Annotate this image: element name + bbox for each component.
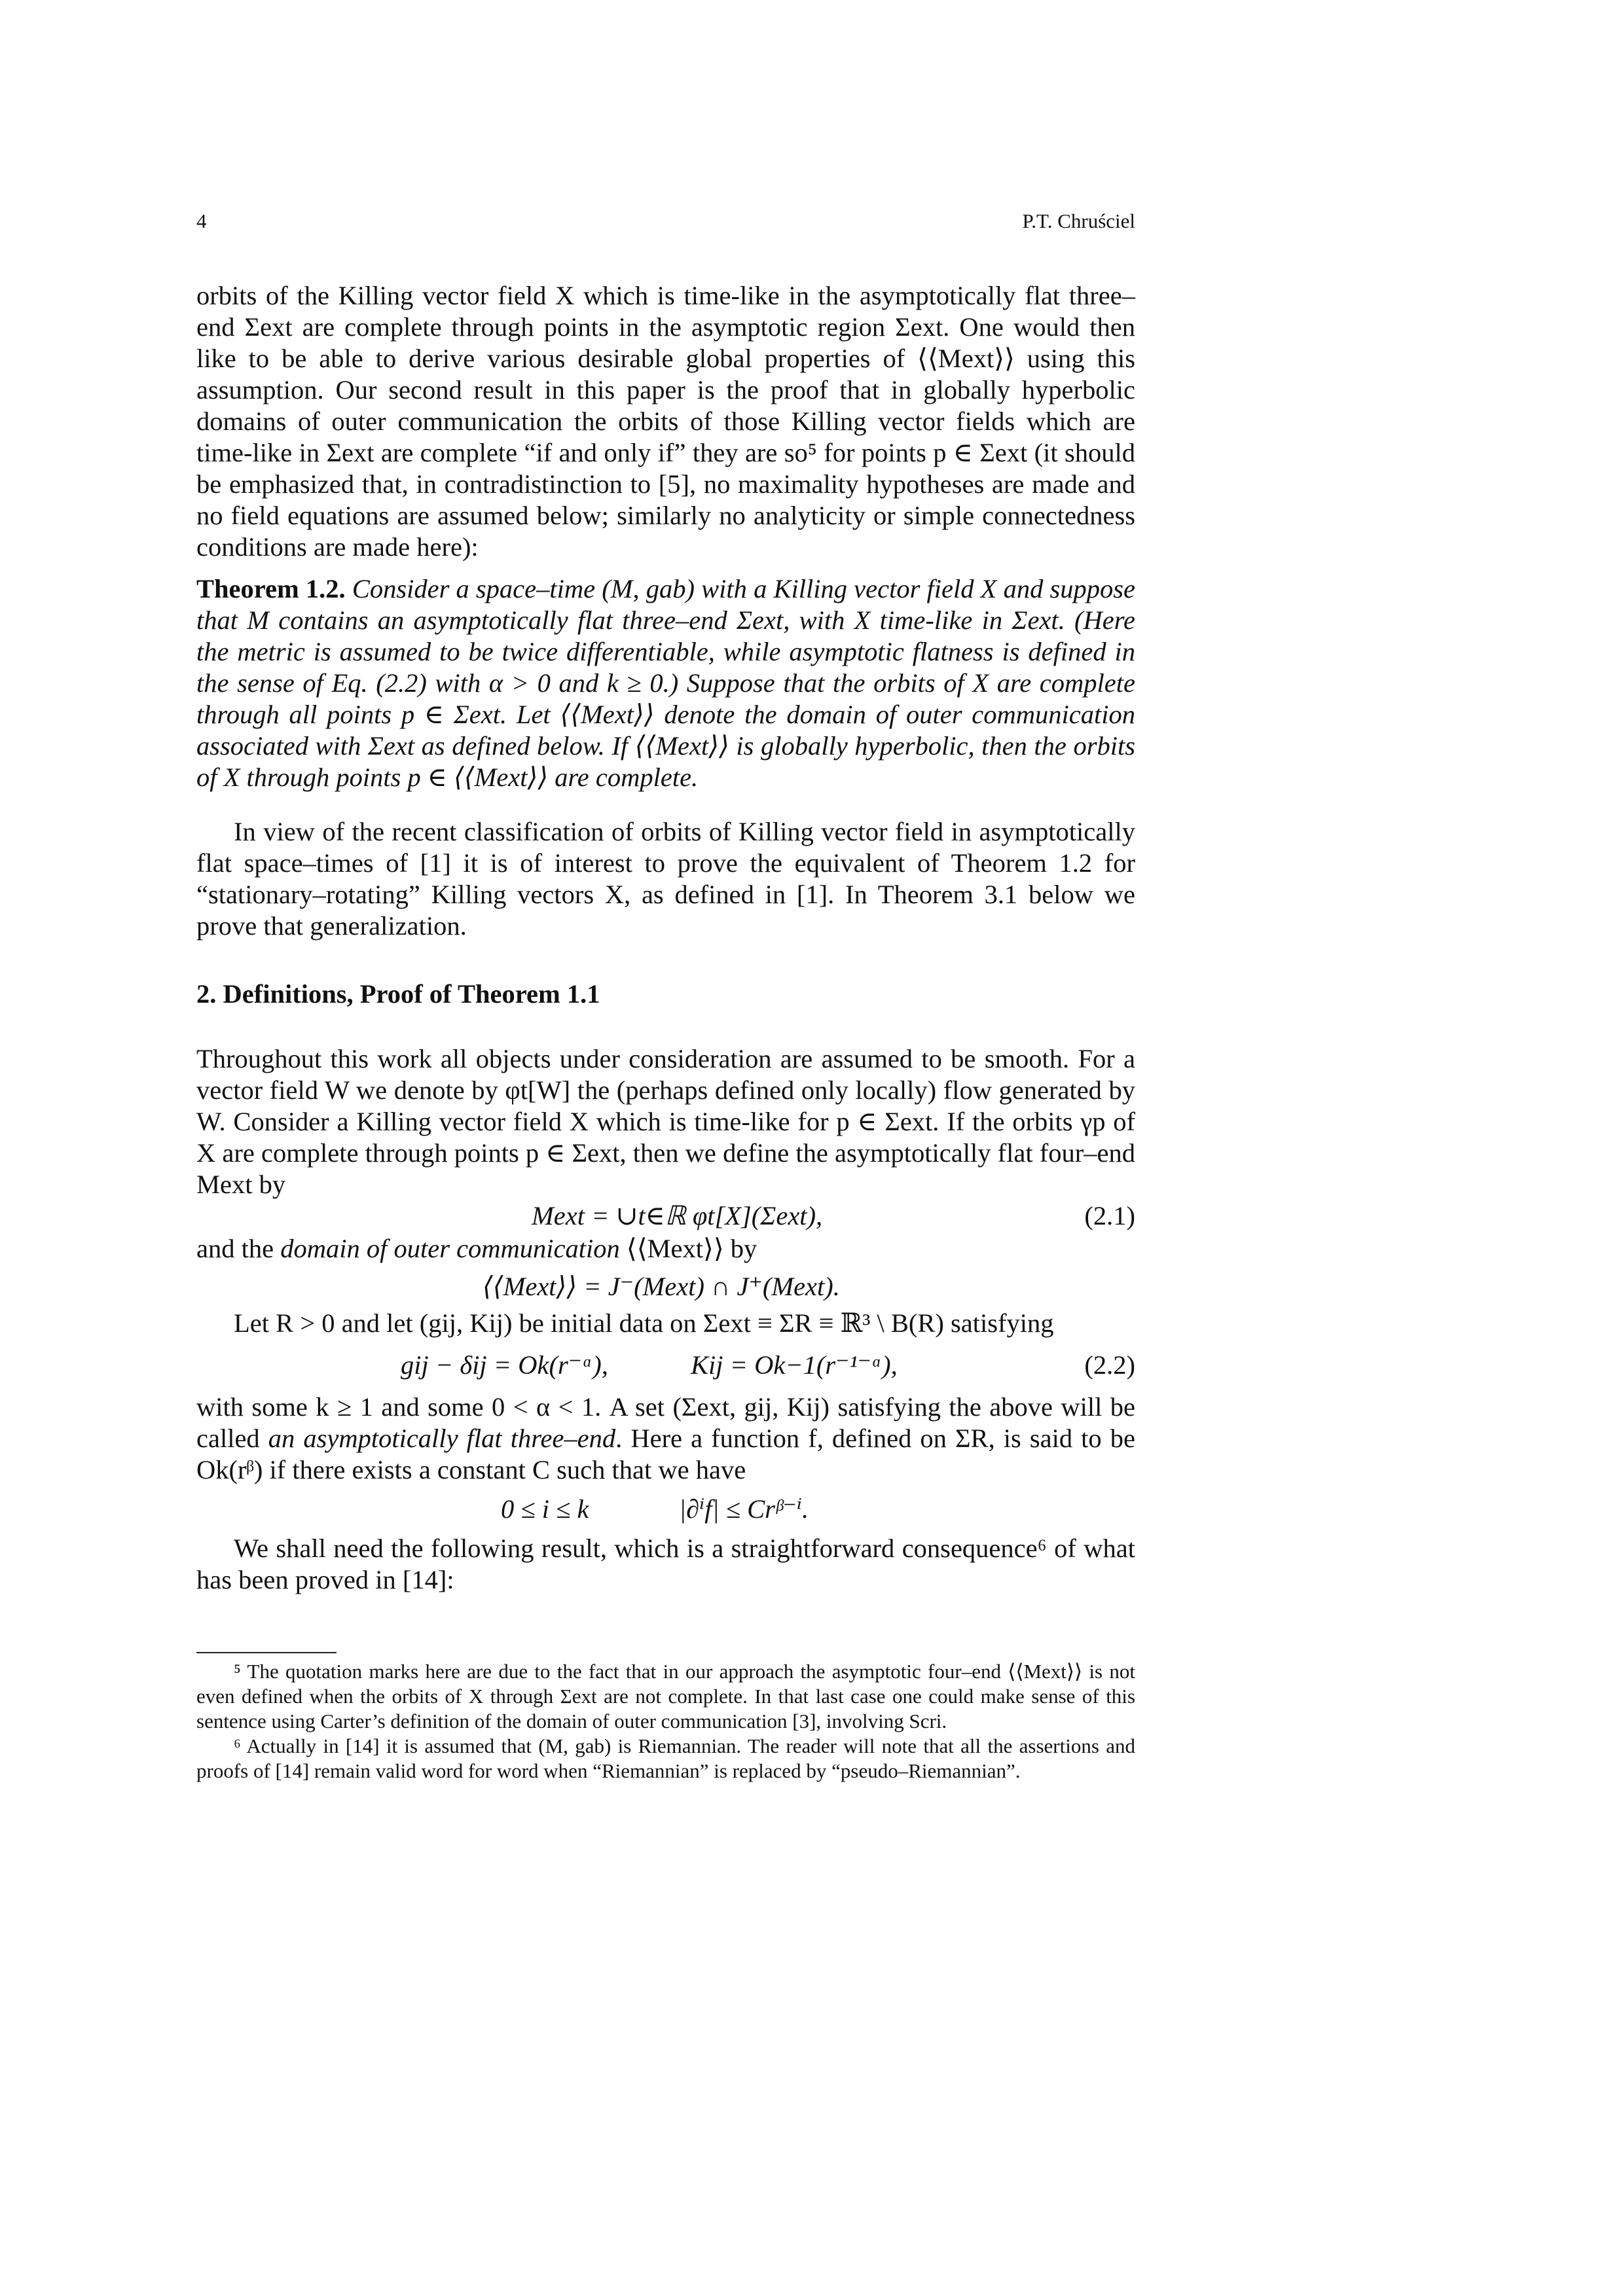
equation-2-2-number: (2.2) bbox=[1084, 1350, 1135, 1380]
footnote-6: ⁶ Actually in [14] it is assumed that (M, gab) is Riemannian. The reader will note that all the assertions and proofs of [14] remain valid word for word when “Riemannian” is replaced by “pseudo–Riemannian”. bbox=[196, 1734, 1135, 1782]
equation-bound bbox=[196, 1494, 1135, 1533]
equation-2-2-left: gij − δij = Ok(r⁻ᵅ), bbox=[401, 1350, 608, 1380]
equation-bound-left: 0 ≤ i ≤ k bbox=[501, 1494, 589, 1524]
paragraph-initial-data: Let R > 0 and let (gij, Kij) be initial data on Σext ≡ ΣR ≡ ℝ³ \ B(R) satisfying bbox=[234, 1308, 1054, 1338]
asymptotic-part2: . Here a function f, defined on ΣR, is said to be Ok(rᵝ) if there exists a constant C such that we have bbox=[196, 1424, 1135, 1484]
paragraph-asymptotic bbox=[196, 1391, 1135, 1486]
equation-2-1 bbox=[196, 1200, 1135, 1233]
running-head-author: P.T. Chruściel bbox=[1022, 209, 1135, 232]
footnote-rule bbox=[196, 1652, 337, 1653]
asymptotic-term: an asymptotically flat three–end bbox=[268, 1424, 616, 1453]
equation-domain-math: ⟨⟨Mext⟩⟩ = J⁻(Mext) ∩ J⁺(Mext). bbox=[483, 1272, 840, 1301]
theorem-label: Theorem 1.2. bbox=[196, 574, 346, 603]
domain-term: domain of outer communication bbox=[280, 1234, 620, 1263]
footnotes bbox=[196, 1659, 1135, 1784]
paragraph-following: We shall need the following result, which is a straightforward consequence⁶ of what has been proved in [14]: bbox=[196, 1534, 1135, 1594]
theorem-body: Consider a space–time (M, gab) with a Killing vector field X and suppose that M contains an asymptotically flat three–end Σext, with X time-like in Σext. (Here the metric is assumed to be twice differentiable, while asymptotic flatness is defined in the sense of Eq. (2.2) with α > 0 and k ≥ 0.) Suppose that the orbits of X are complete through all points p ∈ Σext. Let ⟨⟨Mext⟩⟩ denote the domain of outer communication associated with Σext as defined below. If ⟨⟨Mext⟩⟩ is globally hyperbolic, then the orbits of X through points p ∈ ⟨⟨Mext⟩⟩ are complete. bbox=[196, 574, 1135, 792]
theorem-block bbox=[196, 573, 1135, 793]
domain-suffix: ⟨⟨Mext⟩⟩ by bbox=[619, 1234, 757, 1263]
paragraph-domain bbox=[196, 1233, 1135, 1265]
definitions-block bbox=[196, 1043, 1135, 1596]
equation-2-2 bbox=[196, 1350, 1135, 1391]
domain-prefix: and the bbox=[196, 1234, 281, 1263]
section-2-block bbox=[196, 978, 1135, 1010]
section-heading: 2. Definitions, Proof of Theorem 1.1 bbox=[196, 979, 600, 1009]
equation-2-2-right: Kij = Ok−1(r⁻¹⁻ᵅ), bbox=[691, 1350, 898, 1380]
equation-2-1-math: Mext = ∪t∈ℝ φt[X](Σext), bbox=[532, 1201, 823, 1230]
asymptotic-part1: with some k ≥ 1 and some 0 < α < 1. A set (Σext, gij, Kij) satisfying the above will be called bbox=[196, 1392, 1135, 1453]
paragraph-classification: In view of the recent classification of orbits of Killing vector field in asymptotically flat space–times of [1] it is of interest to prove the equivalent of Theorem 1.2 for “stationary–rotating” Killing vectors X, as defined in [1]. In Theorem 3.1 below we prove that generalization. bbox=[196, 817, 1135, 941]
paragraph-intro: orbits of the Killing vector field X which is time-like in the asymptotically flat three–end Σext are complete through points in the asymptotic region Σext. One would then like to be able to derive various desirable global properties of ⟨⟨Mext⟩⟩ using this assumption. Our second result in this paper is the proof that in globally hyperbolic domains of outer communication the orbits of those Killing vector fields which are time-like in Σext are complete “if and only if” they are so⁵ for points p ∈ Σext (it should be emphasized that, in contradistinction to [5], no maximality hypotheses are made and no field equations are assumed below; similarly no analyticity or simple connectedness conditions are made here): bbox=[196, 281, 1135, 562]
equation-domain bbox=[196, 1271, 1135, 1304]
paragraph-definitions: Throughout this work all objects under consideration are assumed to be smooth. For a vector field W we denote by φt[W] the (perhaps defined only locally) flow generated by W. Consider a Killing vector field X which is time-like for p ∈ Σext. If the orbits γp of X are complete through points p ∈ Σext, then we define the asymptotically flat four–end Mext by bbox=[196, 1044, 1135, 1199]
footnote-5: ⁵ The quotation marks here are due to the fact that in our approach the asymptotic four–end ⟨⟨Mext⟩⟩ is not even defined when the orbits of X through Σext are not complete. In that last case one could make sense of this sentence using Carter’s definition of the domain of outer communication [3], involving Scri. bbox=[196, 1660, 1135, 1732]
equation-bound-right: |∂ⁱf| ≤ Crᵝ⁻ⁱ. bbox=[679, 1494, 809, 1524]
page-number: 4 bbox=[196, 209, 207, 232]
equation-2-1-number: (2.1) bbox=[1084, 1201, 1135, 1230]
body-column-top bbox=[196, 280, 1135, 563]
theorem-1-2 bbox=[196, 573, 1135, 793]
classification-block bbox=[196, 816, 1135, 942]
